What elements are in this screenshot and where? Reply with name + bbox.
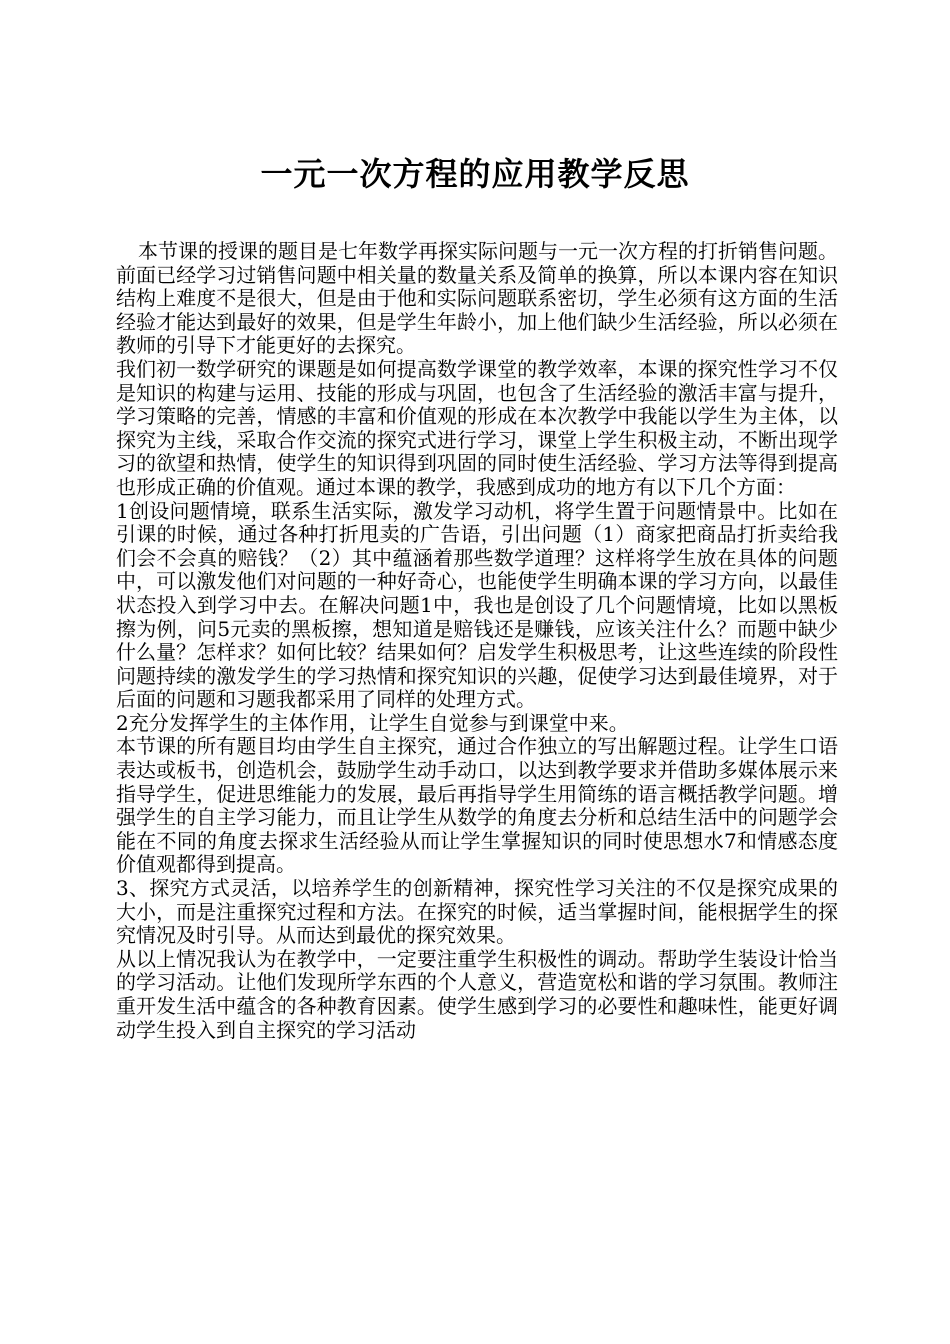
paragraph-point-2-heading: 2充分发挥学生的主体作用，让学生自觉参与到课堂中来。 [116,710,629,735]
document-body [116,240,838,1042]
paragraph-point-1: 1创设问题情境，联系生活实际，激发学习动机，将学生置于问题情景中。比如在引课的时候，通过各种打折甩卖的广告语，引出问题（1）商家把商品打折卖给我们会不会真的赔钱？（2）其中蕴涵着那些数学道理？这样将学生放在具体的问题中，可以激发他们对问题的一种好奇心，也能使学生明确本课的学习方向，以最佳状态投入到学习中去。在解决问题1中，我也是创设了几个问题情境，比如以黑板擦为例，问5元卖的黑板擦，想知道是赔钱还是赚钱，应该关注什么？而题中缺少什么量？怎样求？如何比较？结果如何？启发学生积极思考，让这些连续的阶段性问题持续的激发学生的学习热情和探究知识的兴趣，促使学习达到最佳境界，对于后面的问题和习题我都采用了同样的处理方式。 [116,498,838,712]
paragraph-research-topic: 我们初一数学研究的课题是如何提高数学课堂的教学效率，本课的探究性学习不仅是知识的构建与运用、技能的形成与巩固，也包含了生活经验的激活丰富与提升，学习策略的完善，情感的丰富和价值观的形成在本次教学中我能以学生为主体，以探究为主线，采取合作交流的探究式进行学习，课堂上学生积极主动，不断出现学习的欲望和热情，使学生的知识得到巩固的同时使生活经验、学习方法等得到提高也形成正确的价值观。通过本课的教学，我感到成功的地方有以下几个方面： [116,356,838,499]
document-title: 一元一次方程的应用教学反思 [260,155,690,193]
paragraph-intro: 本节课的授课的题目是七年数学再探实际问题与一元一次方程的打折销售问题。前面已经学习过销售问题中相关量的数量关系及简单的换算，所以本课内容在知识结构上难度不是很大，但是由于他和实际问题联系密切，学生必须有这方面的生活经验才能达到最好的效果，但是学生年龄小，加上他们缺少生活经验，所以必须在教师的引导下才能更好的去探究。 [116,239,838,358]
paragraph-conclusion: 从以上情况我认为在教学中，一定要注重学生积极性的调动。帮助学生装设计恰当的学习活动。让他们发现所学东西的个人意义，营造宽松和谐的学习氛围。教师注重开发生活中蕴含的各种教育因素。使学生感到学习的必要性和趣味性，能更好调动学生投入到自主探究的学习活动 [116,946,838,1042]
paragraph-point-3: 3、探究方式灵活，以培养学生的创新精神，探究性学习关注的不仅是探究成果的大小，而是注重探究过程和方法。在探究的时候，适当掌握时间，能根据学生的探究情况及时引导。从而达到最优的探究效果。 [116,876,838,948]
paragraph-point-2-body: 本节课的所有题目均由学生自主探究，通过合作独立的写出解题过程。让学生口语表达或板书，创造机会，鼓励学生动手动口，以达到教学要求并借助多媒体展示来指导学生，促进思维能力的发展，最后再指导学生用简练的语言概括教学问题。增强学生的自主学习能力，而且让学生从数学的角度去分析和总结生活中的问题学会能在不同的角度去探求生活经验从而让学生掌握知识的同时使思想水7和情感态度价值观都得到提高。 [116,734,838,877]
